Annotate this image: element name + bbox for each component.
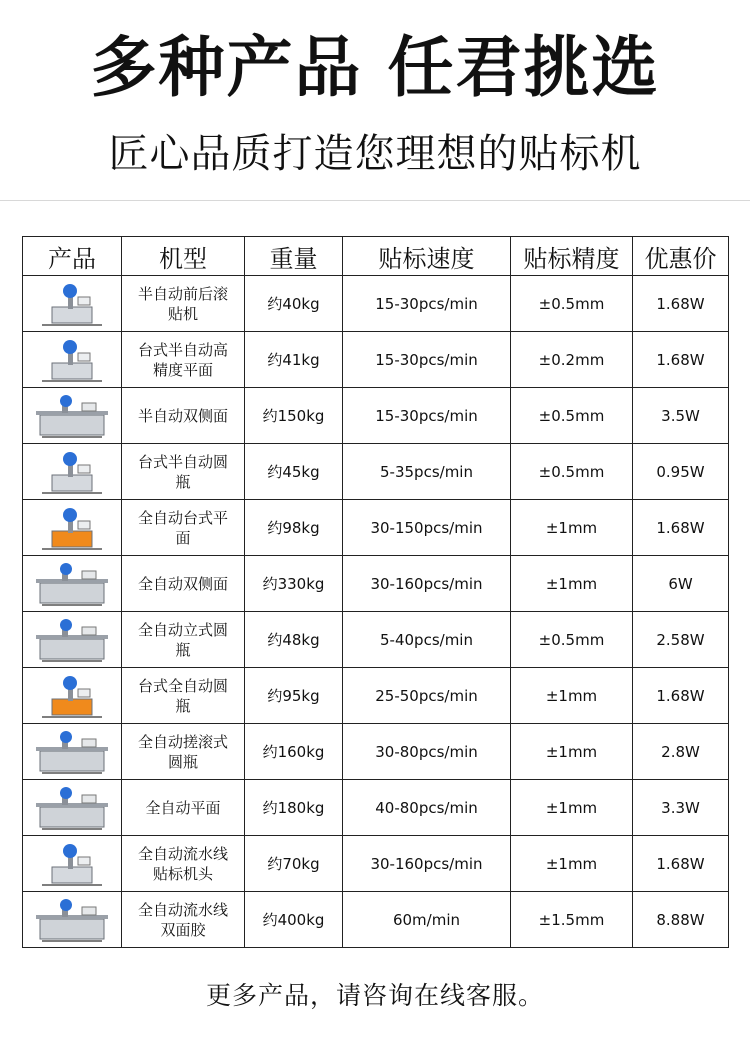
- price-cell: 3.5W: [633, 388, 729, 444]
- model-cell: 半自动双侧面: [122, 388, 245, 444]
- weight-cell: 约160kg: [245, 724, 343, 780]
- labeling-machine-icon: [32, 447, 112, 497]
- labeling-machine-icon: [32, 783, 112, 833]
- product-spec-table: [22, 236, 729, 948]
- precision-cell: ±1mm: [511, 668, 633, 724]
- product-thumbnail: [23, 389, 121, 443]
- table-row: [23, 276, 729, 332]
- product-thumbnail: [23, 725, 121, 779]
- header-model: 机型: [122, 237, 245, 276]
- page-headline: 多种产品 任君挑选: [90, 29, 660, 106]
- product-image-cell: [23, 836, 122, 892]
- price-cell: 2.8W: [633, 724, 729, 780]
- price-cell: 2.58W: [633, 612, 729, 668]
- precision-cell: ±0.5mm: [511, 612, 633, 668]
- header-weight: 重量: [245, 237, 343, 276]
- header-precision: 贴标精度: [511, 237, 633, 276]
- product-image-cell: [23, 444, 122, 500]
- model-cell: 全自动流水线双面胶: [122, 892, 245, 948]
- table-row: [23, 724, 729, 780]
- price-cell: 3.3W: [633, 780, 729, 836]
- weight-cell: 约98kg: [245, 500, 343, 556]
- speed-cell: 30-150pcs/min: [343, 500, 511, 556]
- product-thumbnail: [23, 613, 121, 667]
- product-thumbnail: [23, 557, 121, 611]
- model-cell: 全自动双侧面: [122, 556, 245, 612]
- product-image-cell: [23, 668, 122, 724]
- page-subheadline: 匠心品质打造您理想的贴标机: [108, 131, 642, 177]
- weight-cell: 约330kg: [245, 556, 343, 612]
- table-row: [23, 444, 729, 500]
- product-image-cell: [23, 724, 122, 780]
- precision-cell: ±1mm: [511, 724, 633, 780]
- header-product: 产品: [23, 237, 122, 276]
- footer-note: 更多产品，请咨询在线客服。: [205, 981, 544, 1010]
- labeling-machine-icon: [32, 279, 112, 329]
- speed-cell: 5-40pcs/min: [343, 612, 511, 668]
- model-cell: 全自动立式圆瓶: [122, 612, 245, 668]
- model-cell: 全自动流水线贴标机头: [122, 836, 245, 892]
- model-cell: 全自动平面: [122, 780, 245, 836]
- product-image-cell: [23, 500, 122, 556]
- speed-cell: 5-35pcs/min: [343, 444, 511, 500]
- table-header-row: [23, 237, 729, 276]
- speed-cell: 15-30pcs/min: [343, 388, 511, 444]
- product-image-cell: [23, 276, 122, 332]
- precision-cell: ±1mm: [511, 556, 633, 612]
- table-row: [23, 388, 729, 444]
- precision-cell: ±1.5mm: [511, 892, 633, 948]
- product-image-cell: [23, 332, 122, 388]
- labeling-machine-icon: [32, 559, 112, 609]
- table-row: [23, 892, 729, 948]
- product-image-cell: [23, 892, 122, 948]
- divider: [0, 200, 750, 201]
- model-cell: 台式半自动高精度平面: [122, 332, 245, 388]
- price-cell: 1.68W: [633, 332, 729, 388]
- price-cell: 1.68W: [633, 836, 729, 892]
- product-thumbnail: [23, 781, 121, 835]
- header-speed: 贴标速度: [343, 237, 511, 276]
- speed-cell: 25-50pcs/min: [343, 668, 511, 724]
- speed-cell: 30-160pcs/min: [343, 836, 511, 892]
- labeling-machine-icon: [32, 839, 112, 889]
- speed-cell: 60m/min: [343, 892, 511, 948]
- product-image-cell: [23, 612, 122, 668]
- product-thumbnail: [23, 669, 121, 723]
- product-image-cell: [23, 780, 122, 836]
- model-cell: 台式半自动圆瓶: [122, 444, 245, 500]
- product-image-cell: [23, 388, 122, 444]
- weight-cell: 约45kg: [245, 444, 343, 500]
- speed-cell: 30-80pcs/min: [343, 724, 511, 780]
- product-thumbnail: [23, 893, 121, 947]
- precision-cell: ±0.5mm: [511, 276, 633, 332]
- table-row: [23, 668, 729, 724]
- precision-cell: ±0.5mm: [511, 388, 633, 444]
- precision-cell: ±1mm: [511, 780, 633, 836]
- table-row: [23, 332, 729, 388]
- precision-cell: ±1mm: [511, 836, 633, 892]
- labeling-machine-icon: [32, 615, 112, 665]
- table-row: [23, 780, 729, 836]
- product-thumbnail: [23, 333, 121, 387]
- weight-cell: 约41kg: [245, 332, 343, 388]
- price-cell: 0.95W: [633, 444, 729, 500]
- labeling-machine-icon: [32, 895, 112, 945]
- model-cell: 半自动前后滚贴机: [122, 276, 245, 332]
- model-cell: 全自动搓滚式圆瓶: [122, 724, 245, 780]
- weight-cell: 约180kg: [245, 780, 343, 836]
- model-cell: 台式全自动圆瓶: [122, 668, 245, 724]
- price-cell: 1.68W: [633, 500, 729, 556]
- precision-cell: ±0.5mm: [511, 444, 633, 500]
- product-image-cell: [23, 556, 122, 612]
- speed-cell: 15-30pcs/min: [343, 276, 511, 332]
- weight-cell: 约400kg: [245, 892, 343, 948]
- precision-cell: ±1mm: [511, 500, 633, 556]
- labeling-machine-icon: [32, 391, 112, 441]
- table-row: [23, 612, 729, 668]
- labeling-machine-icon: [32, 503, 112, 553]
- price-cell: 6W: [633, 556, 729, 612]
- price-cell: 1.68W: [633, 668, 729, 724]
- speed-cell: 30-160pcs/min: [343, 556, 511, 612]
- table-row: [23, 500, 729, 556]
- speed-cell: 15-30pcs/min: [343, 332, 511, 388]
- labeling-machine-icon: [32, 335, 112, 385]
- product-thumbnail: [23, 277, 121, 331]
- header-price: 优惠价: [633, 237, 729, 276]
- weight-cell: 约48kg: [245, 612, 343, 668]
- product-thumbnail: [23, 445, 121, 499]
- price-cell: 1.68W: [633, 276, 729, 332]
- weight-cell: 约150kg: [245, 388, 343, 444]
- weight-cell: 约40kg: [245, 276, 343, 332]
- labeling-machine-icon: [32, 671, 112, 721]
- model-cell: 全自动台式平面: [122, 500, 245, 556]
- table-row: [23, 836, 729, 892]
- table-row: [23, 556, 729, 612]
- labeling-machine-icon: [32, 727, 112, 777]
- precision-cell: ±0.2mm: [511, 332, 633, 388]
- speed-cell: 40-80pcs/min: [343, 780, 511, 836]
- product-thumbnail: [23, 837, 121, 891]
- product-thumbnail: [23, 501, 121, 555]
- weight-cell: 约70kg: [245, 836, 343, 892]
- weight-cell: 约95kg: [245, 668, 343, 724]
- price-cell: 8.88W: [633, 892, 729, 948]
